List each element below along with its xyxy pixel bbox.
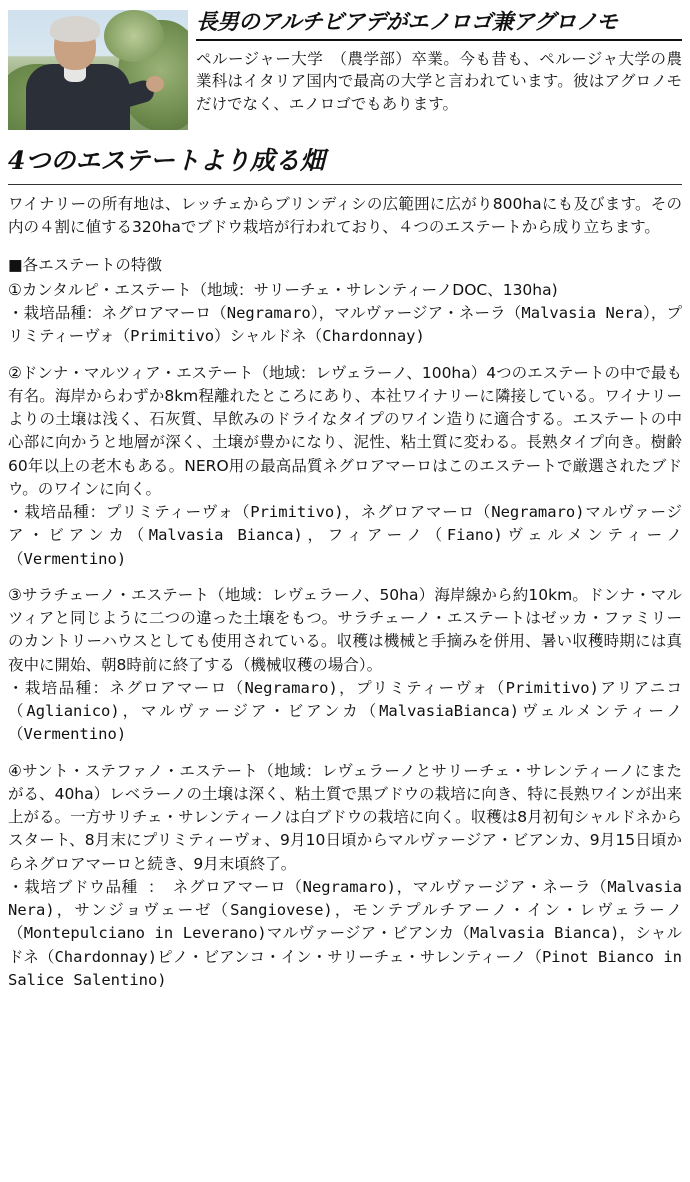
estate-block-3 bbox=[8, 584, 682, 747]
estate-block-2 bbox=[8, 362, 682, 571]
estate-block-4 bbox=[8, 760, 682, 993]
estate-heading: ③サラチェーノ・エステート（地域：レヴェラーノ、50ha）海岸線から約10km。ドンナ・マルツィアと同じように二つの違った土壌をもつ。サラチェーノ・エステートはゼッカ・ファミリーのカントリーハウスとしても使用されている。収穫は機械と手摘みを併用、暑い収穫時期には真夜中に開始、朝8時前に終了する（機械収穫の場合）。 bbox=[8, 585, 682, 674]
estate-varieties: ・栽培品種：ネグロアマーロ（Negramaro)，プリミティーヴォ（Primitivo)アリアニコ（Aglianico)，マルヴァージア・ビアンカ（MalvasiaBianca)ヴェルメンティーノ（Vermentino) bbox=[8, 678, 682, 744]
winemaker-portrait-photo bbox=[8, 10, 188, 130]
intro-block bbox=[196, 10, 682, 115]
estate-varieties: ・栽培ブドウ品種 ： ネグロアマーロ（Negramaro)，マルヴァージア・ネーラ（Malvasia Nera)，サンジョヴェーゼ（Sangiovese)，モンテプルチアーノ・イン・レヴェラーノ（Montepulciano in Leverano)マルヴァージア・ビアンカ（Malvasia Bianca)，シャルドネ（Chardonnay)ピノ・ビアンコ・イン・サリーチェ・サレンティーノ（Pinot Bianco in Salice Salentino) bbox=[8, 877, 682, 989]
estate-heading: ①カンタルピ・エステート（地域：サリーチェ・サレンティーノDOC、130ha) bbox=[8, 280, 558, 299]
features-heading: ■各エステートの特徴 bbox=[8, 255, 162, 274]
estate-heading: ②ドンナ・マルツィア・エステート（地域：レヴェラーノ、100ha）4つのエステートの中で最も有名。海岸からわずか8km程離れたところにあり、本社ワイナリーに隣接している。ワイナリーよりの土壌は浅く、石灰質、早飲みのドライなタイプのワイン造りに適合する。エステートの中心部に向かうと地層が深く、土壌が豊かになり、泥性、粘土質に変わる。長熟タイプ向き。樹齢60年以上の老木もある。NERO用の最高品質ネグロアマーロはこのエステートで厳選されたブドウ。のワインに向く。 bbox=[8, 363, 682, 498]
intro-title: 長男のアルチビアデがエノロゴ兼アグロノモ bbox=[196, 10, 682, 41]
section-intro-paragraph: ワイナリーの所有地は、レッチェからブリンディシの広範囲に広がり800haにも及びます。その内の４割に値する320haでブドウ栽培が行われており、４つのエステートから成り立ちます。 bbox=[8, 195, 682, 237]
header-block bbox=[8, 10, 682, 130]
section-divider bbox=[8, 184, 682, 185]
estate-varieties: ・栽培品種：プリミティーヴォ（Primitivo)，ネグロアマーロ（Negramaro)マルヴァージア・ビアンカ（Malvasia Bianca)，フィアーノ（Fiano)ヴェルメンティーノ（Vermentino) bbox=[8, 503, 682, 568]
person-hair bbox=[50, 16, 100, 42]
intro-body: ペルージャー大学 （農学部）卒業。今も昔も、ペルージャ大学の農業科はイタリア国内で最高の大学と言われています。彼はアグロノモだけでなく、エノロゴでもあります。 bbox=[196, 49, 682, 113]
person-hand bbox=[146, 76, 164, 92]
foliage-decoration bbox=[104, 10, 164, 62]
section-title: 4つのエステートより成る畑 bbox=[8, 146, 325, 175]
estate-heading: ④サント・ステファノ・エステート（地域：レヴェラーノとサリーチェ・サレンティーノにまたがる、40ha）レベラーノの土壌は深く、粘土質で黒ブドウの栽培に向き、特に長熟ワインが出来上がる。一方サリチェ・サレンティーノは白ブドウの栽培に向く。収穫は8月初旬シャルドネからスタート、8月末にプリミティーヴォ、9月10日頃からマルヴァージア・ビアンカ、9月15日頃からネグロアマーロと続き、9月末頃終了。 bbox=[8, 761, 682, 873]
estate-varieties: ・栽培品種：ネグロアマーロ（Negramaro），マルヴァージア・ネーラ（Malvasia Nera），プリミティーヴォ（Primitivo）シャルドネ（Chardonnay) bbox=[8, 304, 682, 346]
estate-block-1 bbox=[8, 279, 682, 349]
